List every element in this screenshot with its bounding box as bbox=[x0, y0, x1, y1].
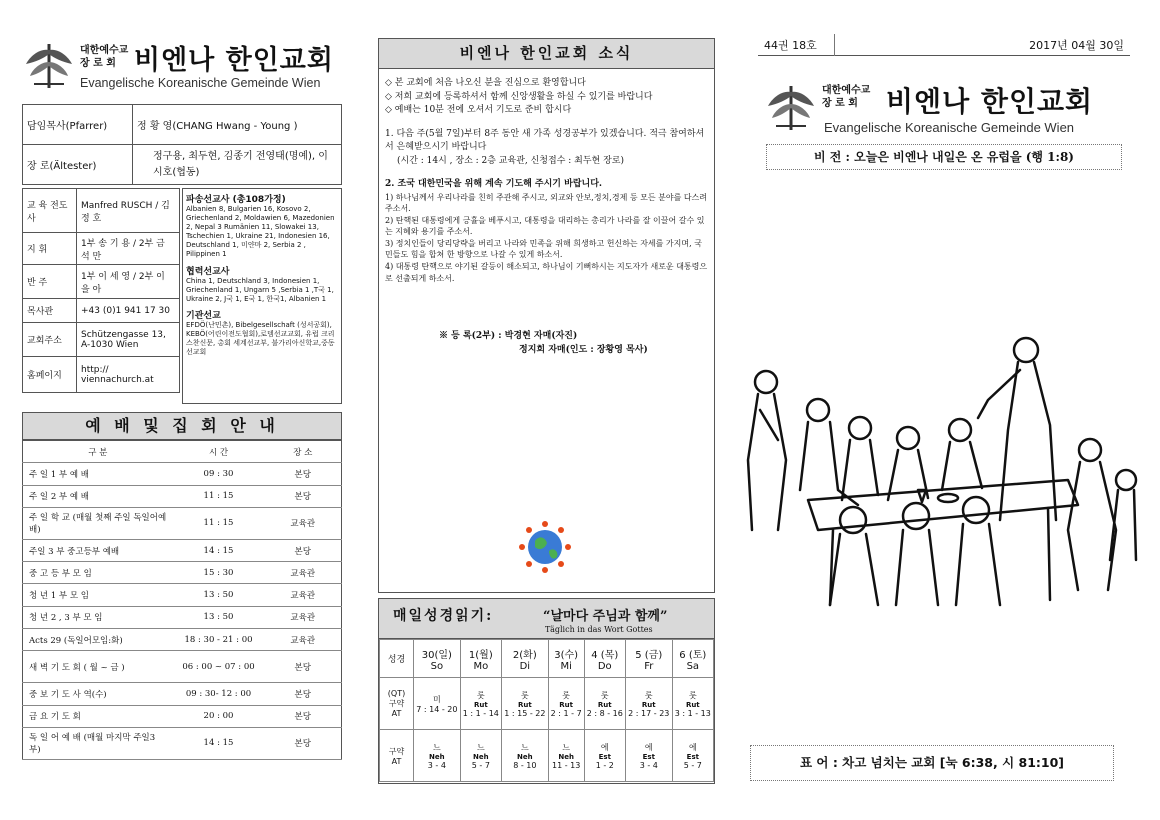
info-value: +43 (0)1 941 17 30 bbox=[77, 299, 180, 323]
reading-book-abbr: Neh bbox=[473, 752, 489, 761]
nt-label bbox=[380, 730, 414, 782]
elder-label: 장 로(Ältester) bbox=[23, 145, 133, 185]
service-time: 14 : 15 bbox=[173, 539, 265, 561]
reading-range: 11 - 13 bbox=[551, 760, 581, 770]
mission-heading-org: 기관선교 bbox=[186, 310, 221, 321]
nt-reading bbox=[414, 730, 461, 782]
ot-label-ko: 구약 bbox=[388, 699, 405, 708]
ot-reading bbox=[460, 678, 501, 730]
info-table bbox=[22, 188, 180, 393]
prayer-item: 2) 탄핵된 대통령에게 긍휼을 베푸시고, 대통령을 대리하는 총리가 나라를 잘 이끌어 갈수 있는 지혜와 용기를 주소서. bbox=[385, 215, 705, 237]
reading-range: 2 : 1 - 7 bbox=[550, 708, 582, 718]
info-value: 1부 이 세 영 / 2부 이 을 아 bbox=[77, 265, 180, 299]
day-date: 30(일) bbox=[421, 649, 452, 661]
service-place: 교육관 bbox=[265, 606, 342, 628]
service-time: 11 : 15 bbox=[173, 507, 265, 539]
reading-book-abbr: Neh bbox=[429, 752, 445, 761]
mission-heading-sent: 파송선교사 (총108가정) bbox=[186, 195, 286, 205]
reading-book-abbr: Est bbox=[686, 752, 699, 761]
news-box bbox=[378, 38, 715, 593]
service-place: 본당 bbox=[265, 651, 342, 683]
service-name: 주 일 1 부 예 배 bbox=[23, 463, 173, 485]
denomination-label: 대한예수교 장 로 회 bbox=[80, 45, 129, 69]
reading-range: 7 : 14 - 20 bbox=[416, 704, 458, 714]
info-label: 지 휘 bbox=[23, 233, 77, 265]
reading-book-abbr: Neh bbox=[517, 752, 533, 761]
service-time: 09 : 30- 12 : 00 bbox=[173, 683, 265, 705]
mission-box bbox=[182, 188, 342, 404]
pastor-label: 담임목사(Pfarrer) bbox=[23, 105, 133, 145]
pastor-value: 정 황 영(CHANG Hwang - Young ) bbox=[133, 105, 342, 145]
service-name: 금 요 기 도 회 bbox=[23, 705, 173, 727]
day-header bbox=[584, 640, 625, 678]
service-place: 본당 bbox=[265, 463, 342, 485]
left-header bbox=[22, 36, 342, 96]
globe-children-icon bbox=[515, 517, 575, 577]
service-time: 14 : 15 bbox=[173, 727, 265, 759]
nt-reading bbox=[584, 730, 625, 782]
service-row bbox=[23, 727, 342, 759]
right-header bbox=[764, 80, 1124, 140]
church-subtitle: Evangelische Koreanische Gemeinde Wien bbox=[80, 76, 321, 90]
news-line: ◇ 본 교회에 처음 나오신 분을 진심으로 환영합니다 bbox=[385, 78, 586, 88]
info-label: 목사관 bbox=[23, 299, 77, 323]
day-weekday: Mo bbox=[473, 660, 489, 672]
day-date: 5 (금) bbox=[635, 649, 663, 661]
denomination-label: 대한예수교 장 로 회 bbox=[822, 85, 871, 109]
service-place: 본당 bbox=[265, 539, 342, 561]
service-row bbox=[23, 705, 342, 727]
reading-range: 3 - 4 bbox=[427, 760, 446, 770]
day-date: 4 (목) bbox=[591, 649, 619, 661]
issue-bar bbox=[758, 34, 1130, 56]
day-weekday: Do bbox=[597, 660, 612, 672]
service-name: 주 일 학 교 (매월 첫째 주일 독일어예배) bbox=[23, 507, 173, 539]
service-row bbox=[23, 562, 342, 584]
prayer-item: 1) 하나님께서 우리나라를 친히 주관해 주시고, 외교와 안보,정치,경제 등 모든 분야를 다스려 주소서. bbox=[385, 192, 708, 214]
bible-header bbox=[379, 599, 714, 639]
news-line: ◇ 저희 교회에 등록하셔서 함께 신앙생활을 하실 수 있기를 바랍니다 bbox=[385, 91, 653, 102]
ot-reading bbox=[502, 678, 549, 730]
service-place: 본당 bbox=[265, 727, 342, 759]
bible-reading-box bbox=[378, 598, 715, 784]
elder-value: 정구용, 최두현, 김종기 전영태(명예), 이시호(협동) bbox=[133, 145, 342, 185]
reading-book: 느 bbox=[476, 742, 485, 752]
service-time: 18 : 30 - 21 : 00 bbox=[173, 629, 265, 651]
service-table bbox=[22, 440, 342, 760]
reading-book-abbr: Est bbox=[642, 752, 655, 761]
reading-book-abbr: Rut bbox=[641, 700, 656, 709]
service-row bbox=[23, 539, 342, 561]
service-name: 중 보 기 도 사 역(수) bbox=[23, 683, 173, 705]
service-place: 교육관 bbox=[265, 562, 342, 584]
day-date: 2(화) bbox=[512, 649, 537, 661]
ot-label-de: AT bbox=[391, 709, 402, 718]
service-time: 11 : 15 bbox=[173, 485, 265, 507]
day-header bbox=[502, 640, 549, 678]
nt-label-de: AT bbox=[391, 756, 402, 766]
reading-book-abbr: Rut bbox=[473, 700, 488, 709]
info-label: 반 주 bbox=[23, 265, 77, 299]
reading-range: 5 - 7 bbox=[471, 760, 490, 770]
service-time: 13 : 50 bbox=[173, 584, 265, 606]
ot-reading bbox=[672, 678, 713, 730]
ot-label-qt: (QT) bbox=[387, 689, 406, 698]
mission-text-sent: Albanien 8, Bulgarien 16, Kosovo 2, Griechenland 2, Moldawien 6, Mazedonien 2, Nepal 3 Rumänien 11, Slowakei 13, Tschechien 1, Ukraine 21, Indonesien 16, Deutschland 1, 미얀마 2, Serbia 2 , Pilippinen 1 bbox=[186, 205, 335, 259]
news-item-1-detail: (시간 : 14시 , 장소 : 2층 교육관, 신청접수 : 최두현 장로) bbox=[397, 155, 624, 166]
info-label: 교 육 전도사 bbox=[23, 189, 77, 233]
service-title: 예 배 및 집 회 안 내 bbox=[22, 412, 342, 440]
reading-range: 8 - 10 bbox=[513, 760, 537, 770]
service-place: 본당 bbox=[265, 485, 342, 507]
prayer-item: 3) 정치인들이 당리당략을 버리고 나라와 민족을 위해 희생하고 헌신하는 자세를 가지며, 국민들도 힘을 합쳐 한 방향으로 나갈 수 있게 하소서. bbox=[385, 238, 702, 260]
service-time: 15 : 30 bbox=[173, 562, 265, 584]
reading-book: 룻 bbox=[644, 690, 653, 700]
service-place: 교육관 bbox=[265, 507, 342, 539]
service-name: Acts 29 (독일어모임:화) bbox=[23, 629, 173, 651]
reading-range: 1 - 2 bbox=[595, 760, 614, 770]
service-row bbox=[23, 485, 342, 507]
service-time: 09 : 30 bbox=[173, 463, 265, 485]
day-date: 1(월) bbox=[468, 649, 493, 661]
service-row bbox=[23, 606, 342, 628]
nt-label-ko: 구약 bbox=[388, 746, 405, 756]
mission-heading-partner: 협력선교사 bbox=[186, 266, 230, 277]
service-row bbox=[23, 651, 342, 683]
service-place: 본당 bbox=[265, 683, 342, 705]
service-place: 본당 bbox=[265, 705, 342, 727]
reading-book: 느 bbox=[520, 742, 529, 752]
service-name: 중 고 등 부 모 임 bbox=[23, 562, 173, 584]
bible-quote: “날마다 주님과 함께” bbox=[543, 609, 668, 624]
service-name: 독 일 어 예 배 (매월 마지막 주일3부) bbox=[23, 727, 173, 759]
bible-table bbox=[379, 639, 714, 782]
day-weekday: Di bbox=[519, 660, 531, 672]
news-line: ◇ 예배는 10분 전에 오셔서 기도로 준비 합시다 bbox=[385, 105, 572, 115]
day-header bbox=[625, 640, 672, 678]
motto-statement: 표 어 : 차고 넘치는 교회 [눅 6:38, 시 81:10] bbox=[750, 745, 1114, 781]
service-header-row bbox=[23, 441, 342, 463]
day-weekday: Sa bbox=[686, 660, 700, 672]
day-date: 3(수) bbox=[554, 649, 579, 661]
registration-2: 정지희 자매(인도 : 장황영 목사) bbox=[519, 344, 648, 355]
reading-book-abbr: Neh bbox=[558, 752, 574, 761]
staff-table bbox=[22, 104, 342, 185]
info-value: Manfred RUSCH / 김 정 호 bbox=[77, 189, 180, 233]
reading-range: 2 : 8 - 16 bbox=[586, 708, 623, 718]
reading-book: 에 bbox=[644, 742, 653, 752]
nt-reading bbox=[672, 730, 713, 782]
nt-reading bbox=[460, 730, 501, 782]
service-name: 주 일 2 부 예 배 bbox=[23, 485, 173, 507]
info-value: 1부 송 기 용 / 2부 금 석 만 bbox=[77, 233, 180, 265]
service-name: 청 년 1 부 모 임 bbox=[23, 584, 173, 606]
info-label: 홈페이지 bbox=[23, 357, 77, 393]
day-date: 6 (토) bbox=[679, 649, 707, 661]
reading-book-abbr: Est bbox=[598, 752, 611, 761]
day-header bbox=[414, 640, 461, 678]
church-logo-icon bbox=[764, 82, 818, 134]
registration-1: ※ 등 록(2부) : 박경현 자매(자진) bbox=[439, 331, 578, 342]
nt-reading bbox=[625, 730, 672, 782]
day-weekday: Mi bbox=[560, 660, 572, 672]
reading-book-abbr: Rut bbox=[559, 700, 574, 709]
service-row bbox=[23, 584, 342, 606]
church-title: 비엔나 한인교회 bbox=[134, 45, 334, 76]
service-name: 주일 3 부 중고등부 예배 bbox=[23, 539, 173, 561]
reading-book: 미 bbox=[432, 694, 441, 704]
service-header: 구 분 bbox=[23, 441, 173, 463]
reading-book: 에 bbox=[600, 742, 609, 752]
reading-range: 2 : 17 - 23 bbox=[628, 708, 670, 718]
last-supper-illustration bbox=[738, 330, 1138, 615]
ot-reading bbox=[548, 678, 584, 730]
reading-book-abbr: Rut bbox=[685, 700, 700, 709]
reading-range: 3 - 4 bbox=[639, 760, 658, 770]
day-weekday: Fr bbox=[644, 660, 654, 672]
service-header: 시 간 bbox=[173, 441, 265, 463]
vision-statement: 비 전 : 오늘은 비엔나 내일은 온 유럽을 (행 1:8) bbox=[766, 144, 1122, 170]
day-weekday: So bbox=[430, 660, 444, 672]
bible-subtitle: Täglich in das Wort Gottes bbox=[545, 625, 653, 634]
nt-reading bbox=[502, 730, 549, 782]
service-time: 13 : 50 bbox=[173, 606, 265, 628]
reading-book-abbr: Rut bbox=[517, 700, 532, 709]
reading-range: 3 : 1 - 13 bbox=[674, 708, 711, 718]
reading-book: 에 bbox=[688, 742, 697, 752]
day-header bbox=[548, 640, 584, 678]
reading-book: 룻 bbox=[520, 690, 529, 700]
reading-range: 1 : 1 - 14 bbox=[462, 708, 499, 718]
ot-label bbox=[380, 678, 414, 730]
news-item-2: 2. 조국 대한민국을 위해 계속 기도해 주시기 바랍니다. bbox=[385, 179, 603, 189]
issue-volume: 44권 18호 bbox=[764, 39, 817, 52]
day-header bbox=[672, 640, 713, 678]
prayer-item: 4) 대통령 탄핵으로 야기된 갈등이 해소되고, 하나님이 기뻐하시는 지도자가 새로운 대통령으로 선출되게 하소서. bbox=[385, 262, 708, 283]
info-label: 교회주소 bbox=[23, 323, 77, 357]
reading-range: 5 - 7 bbox=[683, 760, 702, 770]
service-header: 장 소 bbox=[265, 441, 342, 463]
issue-divider bbox=[834, 34, 835, 56]
service-row bbox=[23, 683, 342, 705]
reading-book: 느 bbox=[432, 742, 441, 752]
day-header bbox=[460, 640, 501, 678]
service-row bbox=[23, 463, 342, 485]
church-subtitle: Evangelische Koreanische Gemeinde Wien bbox=[824, 120, 1075, 135]
reading-book-abbr: Rut bbox=[597, 700, 612, 709]
ot-reading bbox=[584, 678, 625, 730]
mission-text-partner: China 1, Deutschland 3, Indonesien 1, Griechenland 1, Ungarn 5 ,Serbia 1 ,T국 1, Ukraine 2, J국 1, E국 1, 한국1, Albanien 1 bbox=[186, 276, 334, 303]
reading-book: 룻 bbox=[476, 690, 485, 700]
church-logo-icon bbox=[22, 40, 76, 92]
service-place: 교육관 bbox=[265, 584, 342, 606]
bible-row-label: 성경 bbox=[380, 640, 414, 678]
nt-reading bbox=[548, 730, 584, 782]
news-item-1: 1. 다음 주(5월 7일)부터 8주 동안 새 가족 성경공부가 있겠습니다. 적극 참여하셔서 은혜받으시기 바랍니다 bbox=[385, 128, 705, 152]
service-place: 교육관 bbox=[265, 629, 342, 651]
issue-date: 2017년 04월 30일 bbox=[1029, 39, 1124, 52]
church-title: 비엔나 한인교회 bbox=[886, 85, 1094, 118]
news-title: 비엔나 한인교회 소식 bbox=[379, 39, 714, 69]
reading-book: 룻 bbox=[688, 690, 697, 700]
info-value: Schützengasse 13, A-1030 Wien bbox=[77, 323, 180, 357]
bible-title: 매일성경읽기: bbox=[393, 608, 494, 624]
service-name: 청 년 2 , 3 부 모 임 bbox=[23, 606, 173, 628]
service-row bbox=[23, 629, 342, 651]
reading-book: 룻 bbox=[562, 690, 571, 700]
service-row bbox=[23, 507, 342, 539]
reading-range: 1 : 15 - 22 bbox=[504, 708, 546, 718]
reading-book: 느 bbox=[562, 742, 571, 752]
ot-reading bbox=[625, 678, 672, 730]
info-value: http:// viennachurch.at bbox=[77, 357, 180, 393]
mission-text-org: EFDÖ(난민촌), Bibelgesellschaft (성서공회), KEBÖ(어린이전도협회),로뎀선교교회, 유럽 크리스찬신문, 총회 세계선교부, 불가리아신학교,중동선교회 bbox=[186, 320, 335, 357]
service-time: 20 : 00 bbox=[173, 705, 265, 727]
service-name: 새 벽 기 도 회 ( 월 ~ 금 ) bbox=[23, 651, 173, 683]
ot-reading bbox=[414, 678, 461, 730]
reading-book: 룻 bbox=[600, 690, 609, 700]
service-time: 06 : 00 ~ 07 : 00 bbox=[173, 651, 265, 683]
